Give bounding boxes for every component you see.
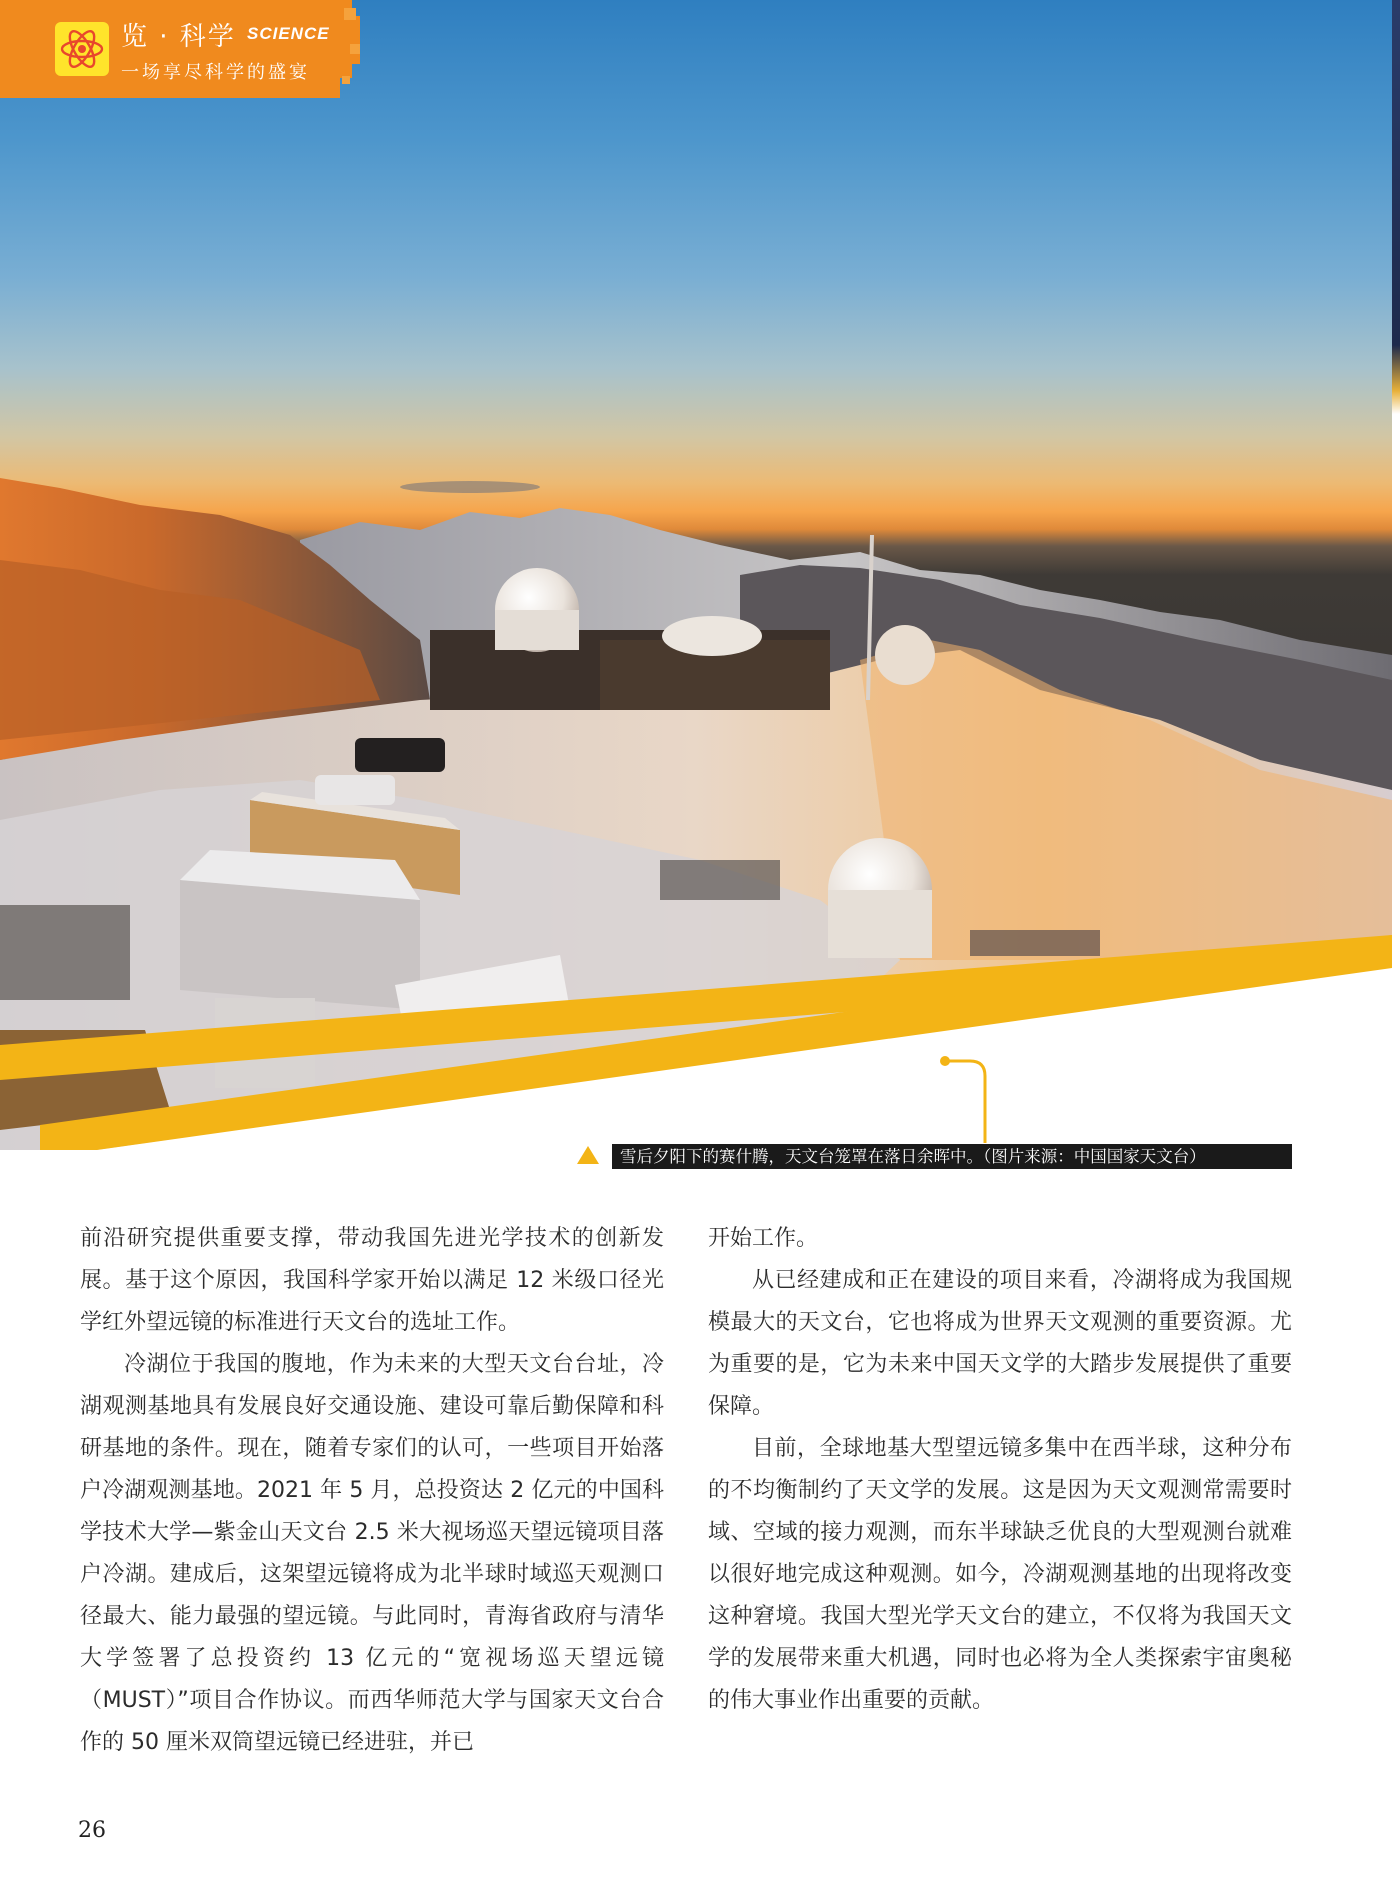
section-subtitle: 一场享尽科学的盛宴 [121,62,310,83]
paragraph: 冷湖位于我国的腹地，作为未来的大型天文台台址，冷湖观测基地具有发展良好交通设施、建设可靠后勤保障和科研基地的条件。现在，随着专家们的认可，一些项目开始落户冷湖观测基地。2021 年 5 月，总投资达 2 亿元的中国科学技术大学—紫金山天文台 2.5 米大视场巡天望远镜项目落户冷湖。建成后，这架望远镜将成为北半球时域巡天观测口径最大、能力最强的望远镜。与此同时，青海省政府与清华大学签署了总投资约 13 亿元的“宽视场巡天望远镜（MUST）”项目合作协议。而西华师范大学与国家天文台合作的 50 厘米双筒望远镜已经进驻，并已 [80,1352,664,1755]
section-title: 览 · 科学 [121,22,236,52]
paragraph: 前沿研究提供重要支撑，带动我国先进光学技术的创新发展。基于这个原因，我国科学家开始以满足 12 米级口径光学红外望远镜的标准进行天文台的选址工作。 [80,1226,664,1335]
page-number: 26 [78,1818,106,1843]
paragraph: 目前，全球地基大型望远镜多集中在西半球，这种分布的不均衡制约了天文学的发展。这是因为天文观测常需要时域、空域的接力观测，而东半球缺乏优良的大型观测台就难以很好地完成这种观测。如今，冷湖观测基地的出现将改变这种窘境。我国大型光学天文台的建立，不仅将为我国天文学的发展带来重大机遇，同时也必将为全人类探索宇宙奥秘的伟大事业作出重要的贡献。 [708,1436,1292,1713]
adjacent-page-edge [1392,0,1400,1150]
badge-pixel-decoration [342,76,350,84]
article-column-right [708,1218,1292,1722]
paragraph: 从已经建成和正在建设的项目来看，冷湖将成为我国规模最大的天文台，它也将成为世界天文观测的重要资源。尤为重要的是，它为未来中国天文学的大踏步发展提供了重要保障。 [708,1268,1292,1419]
photo-caption: 雪后夕阳下的赛什腾，天文台笼罩在落日余晖中。（图片来源：中国国家天文台） [612,1144,1292,1169]
atom-icon [55,22,109,76]
article-column-left [80,1218,664,1764]
caption-triangle-icon [577,1146,599,1164]
badge-pixel-decoration [344,8,356,20]
paragraph: 开始工作。 [708,1226,819,1251]
section-science-label: SCIENCE [247,24,330,43]
badge-pixel-decoration [350,44,360,54]
